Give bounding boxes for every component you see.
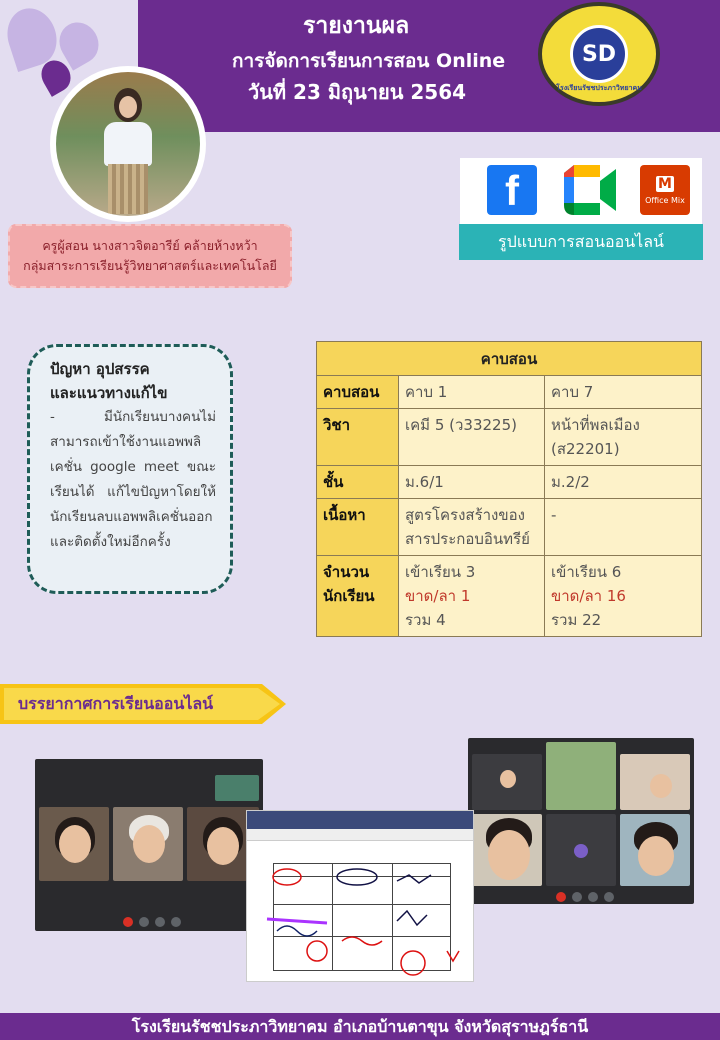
row-label: เนื้อหา xyxy=(317,499,399,556)
teacher-photo xyxy=(56,72,200,216)
table-header-row xyxy=(317,342,702,376)
row-label: คาบสอน xyxy=(317,376,399,409)
end-call-icon xyxy=(556,892,566,902)
students-label-line2: นักเรียน xyxy=(323,587,375,605)
row-label: วิชา xyxy=(317,409,399,466)
table-cell xyxy=(545,556,702,637)
total-count: รวม 22 xyxy=(551,611,602,629)
office-mix-icon: M Office Mix xyxy=(640,165,690,215)
school-logo-mark: SD xyxy=(570,25,628,83)
report-date: วันที่ 23 มิถุนายน 2564 xyxy=(248,80,467,104)
table-cell: สูตรโครงสร้างของสารประกอบอินทรีย์ xyxy=(399,499,545,556)
absent-count: ขาด/ลา 16 xyxy=(551,587,626,605)
table-cell: ม.6/1 xyxy=(399,466,545,499)
school-logo xyxy=(538,2,660,106)
total-count: รวม 4 xyxy=(405,611,446,629)
row-label xyxy=(317,556,399,637)
handwriting-annotations xyxy=(247,841,474,982)
present-count: เข้าเรียน 6 xyxy=(551,563,622,581)
table-row xyxy=(317,556,702,637)
table-cell: เคมี 5 (ว33225) xyxy=(399,409,545,466)
teacher-name: ครูผู้สอน นางสาวจิตอารีย์ คล้ายห้างหว้า xyxy=(42,238,258,253)
table-cell xyxy=(399,556,545,637)
problem-title-line1: ปัญหา อุปสรรค xyxy=(50,360,150,378)
end-call-icon xyxy=(123,917,133,927)
office-mix-label: Office Mix xyxy=(645,195,685,205)
row-label: ชั้น xyxy=(317,466,399,499)
teacher-department: กลุ่มสาระการเรียนรู้วิทยาศาสตร์และเทคโนโลยี xyxy=(23,258,277,273)
problem-solution-box xyxy=(27,344,233,594)
atmosphere-title: บรรยากาศการเรียนออนไลน์ xyxy=(18,694,214,713)
facebook-icon: f xyxy=(487,165,537,215)
table-cell: คาบ 1 xyxy=(399,376,545,409)
school-logo-text: โรงเรียนรัชชประภาวิทยาคม xyxy=(556,84,642,92)
teacher-avatar xyxy=(50,66,206,222)
table-cell: หน้าที่พลเมือง (ส22201) xyxy=(545,409,702,466)
lesson-document-screenshot xyxy=(246,810,474,982)
table-cell: - xyxy=(545,499,702,556)
teacher-info-box xyxy=(8,224,292,288)
schedule-table xyxy=(316,341,702,637)
problem-title-line2: และแนวทางแก้ไข xyxy=(50,384,168,402)
table-row xyxy=(317,409,702,466)
google-meet-icon xyxy=(560,165,620,215)
absent-count: ขาด/ลา 1 xyxy=(405,587,471,605)
table-row xyxy=(317,499,702,556)
students-label-line1: จำนวน xyxy=(323,563,370,581)
page-title: รายงานผล xyxy=(303,13,410,39)
meet-screenshot-2 xyxy=(468,738,694,904)
page-subtitle: การจัดการเรียนการสอน Online xyxy=(232,50,506,72)
table-header: คาบสอน xyxy=(317,342,702,376)
table-row xyxy=(317,376,702,409)
present-count: เข้าเรียน 3 xyxy=(405,563,476,581)
platform-caption: รูปแบบการสอนออนไลน์ xyxy=(459,224,703,260)
footer-banner: โรงเรียนรัชชประภาวิทยาคม อำเภอบ้านตาขุน จังหวัดสุราษฎร์ธานี xyxy=(0,1013,720,1040)
table-row xyxy=(317,466,702,499)
meet-screenshot-1 xyxy=(35,759,263,931)
table-cell: ม.2/2 xyxy=(545,466,702,499)
table-cell: คาบ 7 xyxy=(545,376,702,409)
problem-text: - มีนักเรียนบางคนไม่สามารถเข้าใช้งานแอพพลิเคชั่น google meet ขณะเรียนได้ แก้ไขปัญหาโดยให้นักเรียนลบแอพพลิเคชั่นออก และติดตั้งใหม่อีกครั้ง xyxy=(50,409,216,550)
